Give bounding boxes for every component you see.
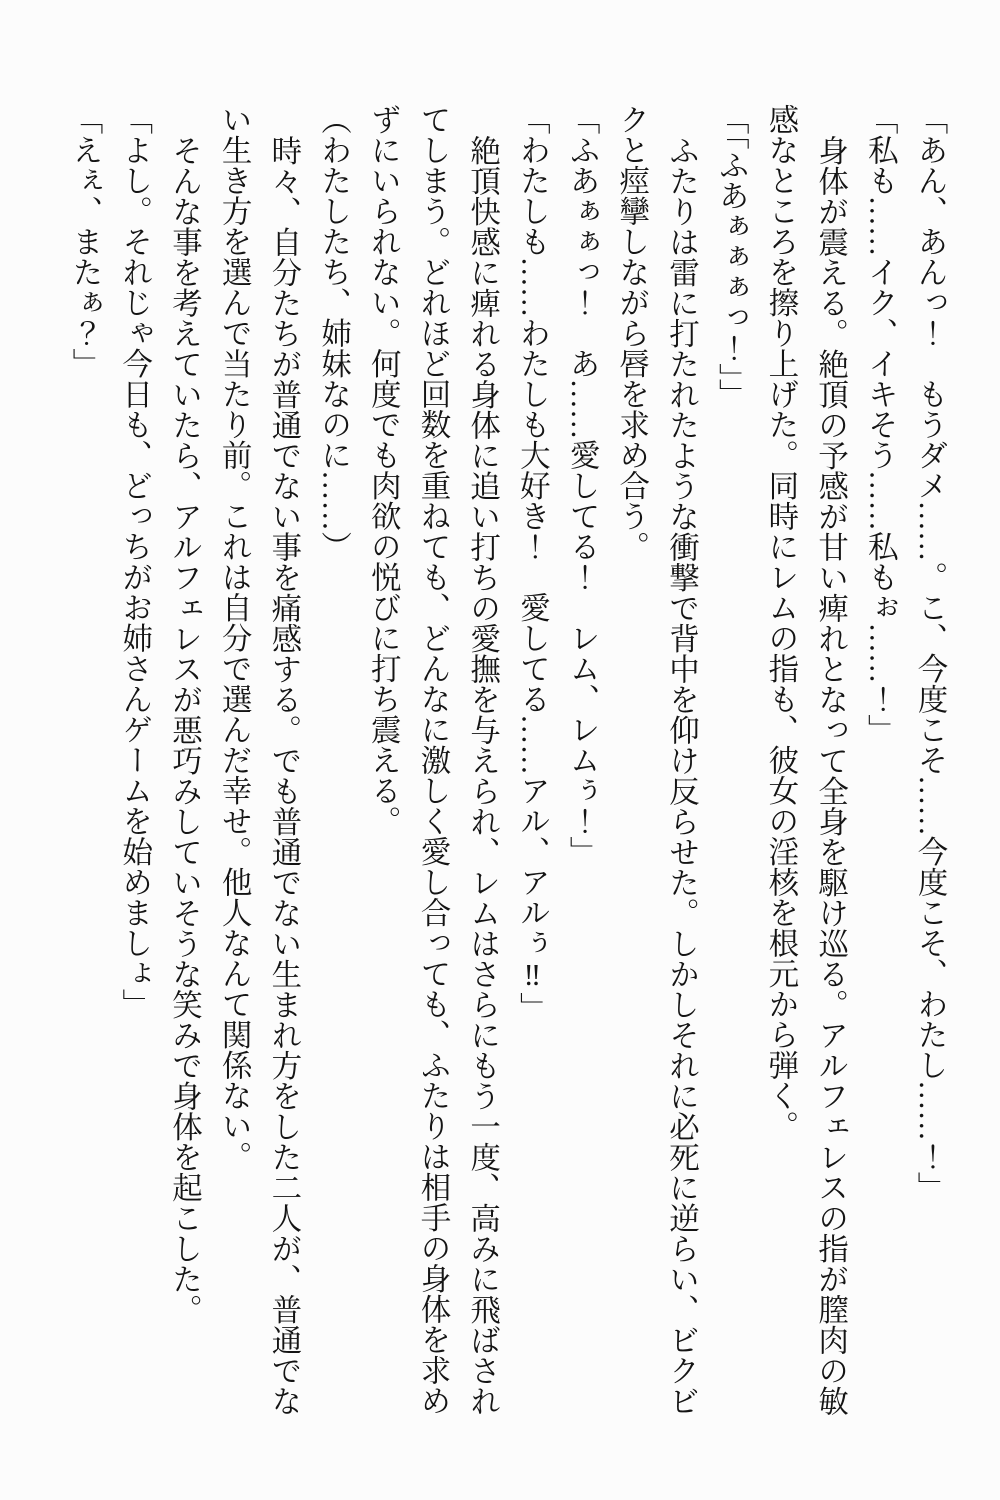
paragraph-4-dialogue: 「「ふあぁぁぁっ！」」 [714,104,749,409]
paragraph-12-dialogue: 「よし。それじゃ今日も、どっちがお姉さんゲームを始めましょ」 [117,104,152,1019]
paragraph-8-narrative: 絶頂快感に痺れる身体に追い打ちの愛撫を与えられ、レムはさらにもう一度、高みに飛ばされてしまう。どれほど回数を重ねても、どんなに激しく愛し合っても、ふたりは相手の身体を求めずにいられない。何度でも肉欲の悦びに打ち震える。 [366,104,500,1416]
paragraph-6-dialogue: 「ふあぁぁっ！ あ……愛してる！ レム、レムぅ！」 [565,104,600,867]
paragraph-2-dialogue: 「私も……イク、イキそう……私もぉ……！」 [863,104,898,745]
paragraph-13-dialogue: 「えぇ、またぁ？」 [68,104,103,379]
paragraph-10-narrative: 時々、自分たちが普通でない事を痛感する。でも普通でない生まれ方をした二人が、普通でない生き方を選んで当たり前。これは自分で選んだ幸せ。他人なんて関係ない。 [217,104,301,1416]
paragraph-1-dialogue: 「あん、あんっ！ もうダメ……。こ、今度こそ……今度こそ、わたし……！」 [913,104,947,1202]
paragraph-5-narrative: ふたりは雷に打たれたような衝撃で背中を仰け反らせた。しかしそれに必死に逆らい、ビクビクと痙攣しながら唇を求め合う。 [614,104,699,1416]
paragraph-11-narrative: そんな事を考えていたら、アルフェレスが悪巧みしていそうな笑みで身体を起こした。 [167,134,202,1324]
paragraph-7-dialogue: 「わたしも……わたしも大好き！ 愛してる……アル、アルぅ‼」 [515,104,550,1023]
paragraph-9-thought: （わたしたち、姉妹なのに……） [316,104,351,562]
text-body [59,104,954,1420]
paragraph-3-narrative: 身体が震える。絶頂の予感が甘い痺れとなって全身を駆け巡る。アルフェレスの指が膣肉の敏感なところを擦り上げた。同時にレムの指も、彼女の淫核を根元から弾く。 [763,104,848,1416]
